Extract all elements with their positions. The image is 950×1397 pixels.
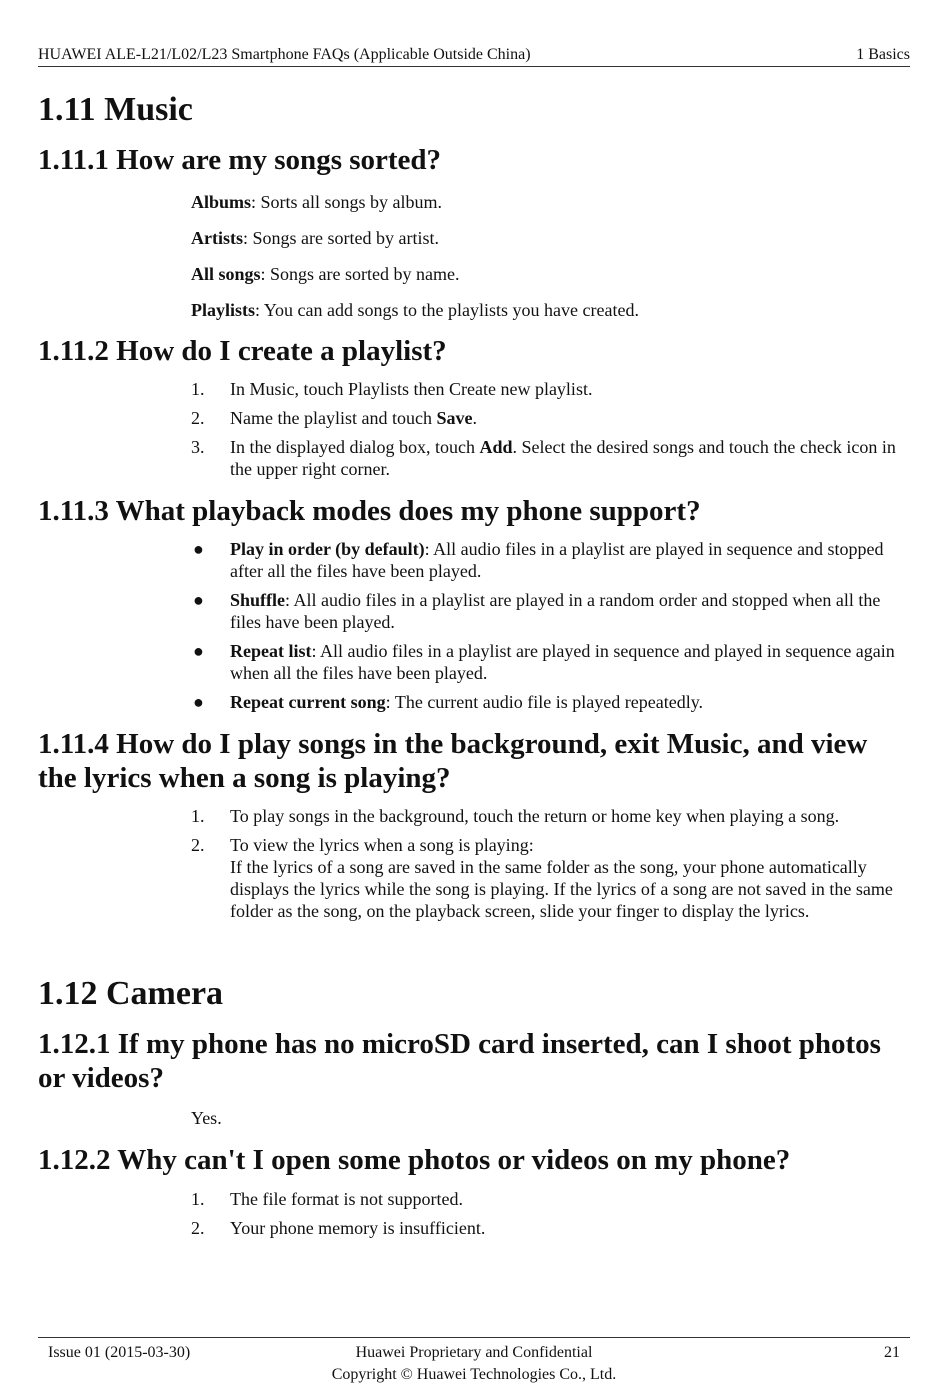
step-number: 1. [191, 806, 205, 826]
step-text: In Music, touch Playlists then Create new playlist. [230, 379, 593, 399]
list-item [191, 1217, 910, 1239]
step-text: To play songs in the background, touch the return or home key when playing a song. [230, 806, 840, 826]
mode-desc: : All audio files in a playlist are played in sequence and stopped after all the files have been played. [230, 539, 884, 581]
mode-desc: : All audio files in a playlist are played in a random order and stopped when all the files have been played. [230, 590, 881, 632]
step-text: In the displayed dialog box, touch [230, 437, 480, 457]
step-text: Name the playlist and touch [230, 408, 437, 428]
footer-center [38, 1342, 910, 1386]
page-header [38, 44, 910, 67]
playback-modes-list [191, 538, 910, 713]
page-content [38, 90, 910, 1239]
step-text: The file format is not supported. [230, 1189, 463, 1209]
step-number: 1. [191, 1189, 205, 1209]
sort-item-albums [191, 191, 910, 213]
chapter-label: 1 Basics [856, 46, 910, 63]
list-item [191, 436, 910, 480]
step-number: 2. [191, 408, 205, 428]
step-number: 1. [191, 379, 205, 399]
list-item [191, 805, 910, 827]
mode-desc: : The current audio file is played repeatedly. [385, 692, 704, 712]
sort-term: All songs [191, 264, 261, 284]
issue-date: Issue 01 (2015-03-30) [48, 1344, 191, 1361]
list-item [191, 407, 910, 429]
step-number: 2. [191, 835, 205, 855]
list-item [191, 378, 910, 400]
list-item [191, 834, 910, 922]
mode-term: Repeat list [230, 641, 312, 661]
mode-term: Play in order (by default) [230, 539, 425, 559]
list-item [191, 1188, 910, 1210]
list-item [191, 691, 910, 713]
bullet-icon: ● [193, 539, 204, 559]
step-text: . [472, 408, 477, 428]
mode-term: Repeat current song [230, 692, 386, 712]
subsection-heading-background-lyrics: 1.11.4 How do I play songs in the background, exit Music, and view the lyrics when a song is playing? [38, 728, 868, 794]
section-heading-camera: 1.12 Camera [38, 975, 224, 1012]
mode-term: Shuffle [230, 590, 286, 610]
background-lyrics-steps [191, 805, 910, 922]
document-title: HUAWEI ALE-L21/L02/L23 Smartphone FAQs (Applicable Outside China) [38, 46, 531, 63]
sort-item-all-songs [191, 263, 910, 285]
sort-item-artists [191, 227, 910, 249]
bullet-icon: ● [193, 641, 204, 661]
section-heading-music: 1.11 Music [38, 91, 193, 128]
sort-desc: : Songs are sorted by name. [260, 264, 460, 284]
subsection-heading-create-playlist: 1.11.2 How do I create a playlist? [38, 335, 447, 367]
step-bold: Add [479, 437, 513, 457]
subsection-heading-microsd: 1.12.1 If my phone has no microSD card inserted, can I shoot photos or videos? [38, 1028, 881, 1094]
sort-term: Artists [191, 228, 243, 248]
microsd-answer: Yes. [191, 1108, 222, 1128]
footer-divider [38, 1337, 910, 1338]
sort-desc: : You can add songs to the playlists you have created. [255, 300, 639, 320]
sort-term: Albums [191, 192, 252, 212]
mode-desc: : All audio files in a playlist are played in sequence and played in sequence again when all the files have been played. [230, 641, 895, 683]
bullet-icon: ● [193, 590, 204, 610]
subsection-heading-cant-open: 1.12.2 Why can't I open some photos or videos on my phone? [38, 1144, 791, 1176]
step-text: To view the lyrics when a song is playing: [230, 835, 534, 855]
sort-desc: : Songs are sorted by artist. [243, 228, 439, 248]
list-item [191, 589, 910, 633]
bullet-icon: ● [193, 692, 204, 712]
subsection-heading-songs-sorted: 1.11.1 How are my songs sorted? [38, 144, 442, 176]
subsection-heading-playback-modes: 1.11.3 What playback modes does my phone support? [38, 495, 701, 527]
sort-item-playlists [191, 299, 910, 321]
list-item [191, 640, 910, 684]
sort-term: Playlists [191, 300, 256, 320]
cant-open-reasons [191, 1188, 910, 1239]
page-number: 21 [884, 1344, 900, 1361]
step-number: 2. [191, 1218, 205, 1238]
step-text: . Select the desired songs and touch the check icon in the upper right corner. [230, 437, 896, 479]
copyright-notice: Copyright © Huawei Technologies Co., Ltd. [331, 1366, 617, 1383]
sort-desc: : Sorts all songs by album. [251, 192, 443, 212]
step-bold: Save [436, 408, 473, 428]
step-text: Your phone memory is insufficient. [230, 1218, 486, 1238]
confidential-notice: Huawei Proprietary and Confidential [355, 1344, 593, 1361]
step-number: 3. [191, 437, 205, 457]
create-playlist-steps [191, 378, 910, 480]
step-detail: If the lyrics of a song are saved in the same folder as the song, your phone automatically displays the lyrics while the song is playing. If the lyrics of a song are not saved in the same folder as the song, on the playback screen, slide your finger to display the lyrics. [230, 857, 893, 921]
list-item [191, 538, 910, 582]
